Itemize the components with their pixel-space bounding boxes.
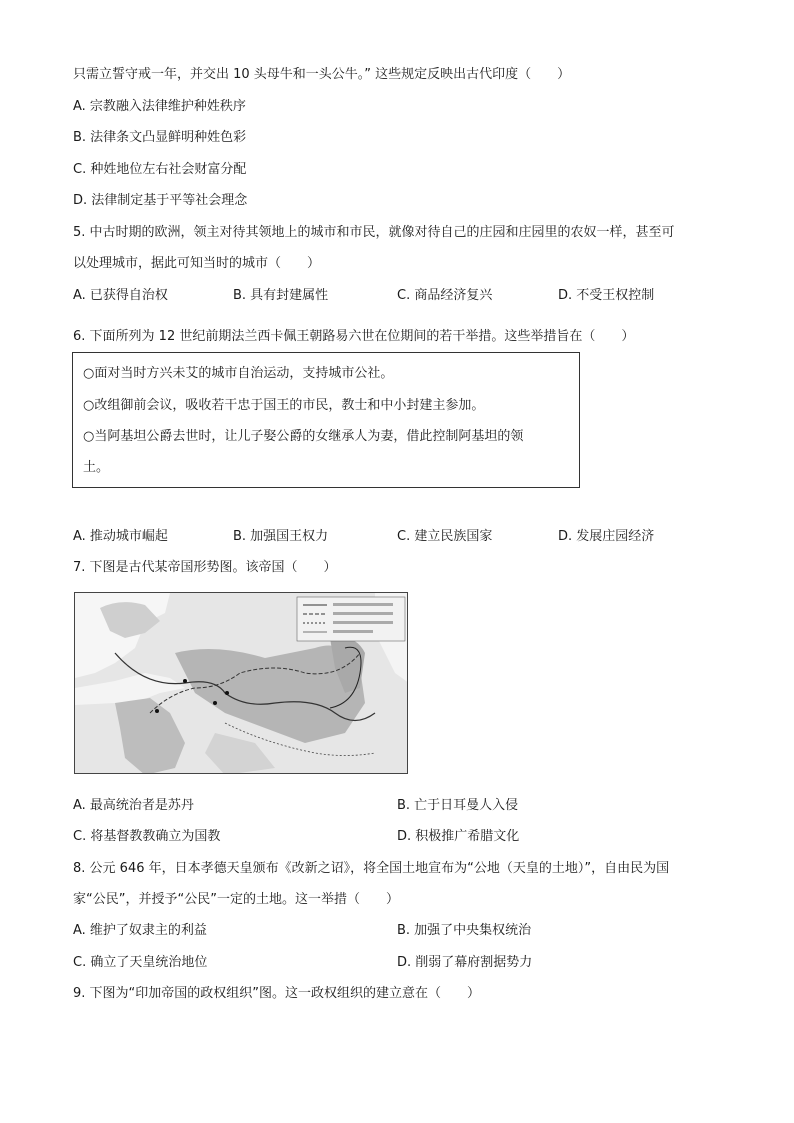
q5-stem-line2: 以处理城市，据此可知当时的城市（ ） — [73, 256, 321, 271]
q4-stem: 只需立誓守戒一年，并交出 10 头母牛和一头公牛。” 这些规定反映出古代印度（ ） — [73, 67, 571, 82]
q5-stem-line1: 5. 中古时期的欧洲，领主对待其领地上的城市和市民，就像对待自己的庄园和庄园里的农奴一样，甚至可 — [73, 225, 675, 240]
q6-stem: 6. 下面所列为 12 世纪前期法兰西卡佩王朝路易六世在位期间的若干举措。这些举措旨在（ ） — [73, 329, 635, 344]
q6-box-line: ○改组御前会议，吸收若干忠于国王的市民，教士和中小封建主参加。 — [83, 398, 485, 413]
empire-map-image — [74, 592, 408, 774]
q5-option-c: C. 商品经济复兴 — [397, 288, 493, 303]
q4-option-d: D. 法律制定基于平等社会理念 — [73, 193, 248, 208]
q8-option-d: D. 削弱了幕府割据势力 — [397, 955, 533, 970]
q6-option-c: C. 建立民族国家 — [397, 529, 493, 544]
q6-option-d: D. 发展庄园经济 — [558, 529, 655, 544]
q5-option-a: A. 已获得自治权 — [73, 288, 168, 303]
q6-material-box — [72, 352, 580, 488]
q6-box-line: ○面对当时方兴未艾的城市自治运动，支持城市公社。 — [83, 366, 394, 381]
q6-box-line: ○当阿基坦公爵去世时，让儿子娶公爵的女继承人为妻，借此控制阿基坦的领 — [83, 429, 524, 444]
q6-box-line: 土。 — [83, 460, 110, 475]
q7-option-b: B. 亡于日耳曼人入侵 — [397, 798, 519, 813]
q4-option-a: A. 宗教融入法律维护种姓秩序 — [73, 99, 246, 114]
q6-option-b: B. 加强国王权力 — [233, 529, 329, 544]
q5-option-d: D. 不受王权控制 — [558, 288, 655, 303]
q5-option-b: B. 具有封建属性 — [233, 288, 329, 303]
q8-stem-line2: 家“公民”，并授予“公民”一定的土地。这一举措（ ） — [73, 892, 399, 907]
map-drawing — [75, 593, 408, 774]
q4-option-b: B. 法律条文凸显鲜明种姓色彩 — [73, 130, 247, 145]
q7-stem: 7. 下图是古代某帝国形势图。该帝国（ ） — [73, 560, 337, 575]
q8-option-a: A. 维护了奴隶主的利益 — [73, 923, 207, 938]
q8-stem-line1: 8. 公元 646 年，日本孝德天皇颁布《改新之诏》，将全国土地宣布为“公地（天皇的土地）”，自由民为国 — [73, 861, 670, 876]
q7-option-d: D. 积极推广希腊文化 — [397, 829, 520, 844]
q6-option-a: A. 推动城市崛起 — [73, 529, 168, 544]
q8-option-b: B. 加强了中央集权统治 — [397, 923, 532, 938]
q7-option-c: C. 将基督教教确立为国教 — [73, 829, 221, 844]
q9-stem: 9. 下图为“印加帝国的政权组织”图。这一政权组织的建立意在（ ） — [73, 986, 481, 1001]
q4-option-c: C. 种姓地位左右社会财富分配 — [73, 162, 247, 177]
q7-option-a: A. 最高统治者是苏丹 — [73, 798, 194, 813]
q8-option-c: C. 确立了天皇统治地位 — [73, 955, 208, 970]
